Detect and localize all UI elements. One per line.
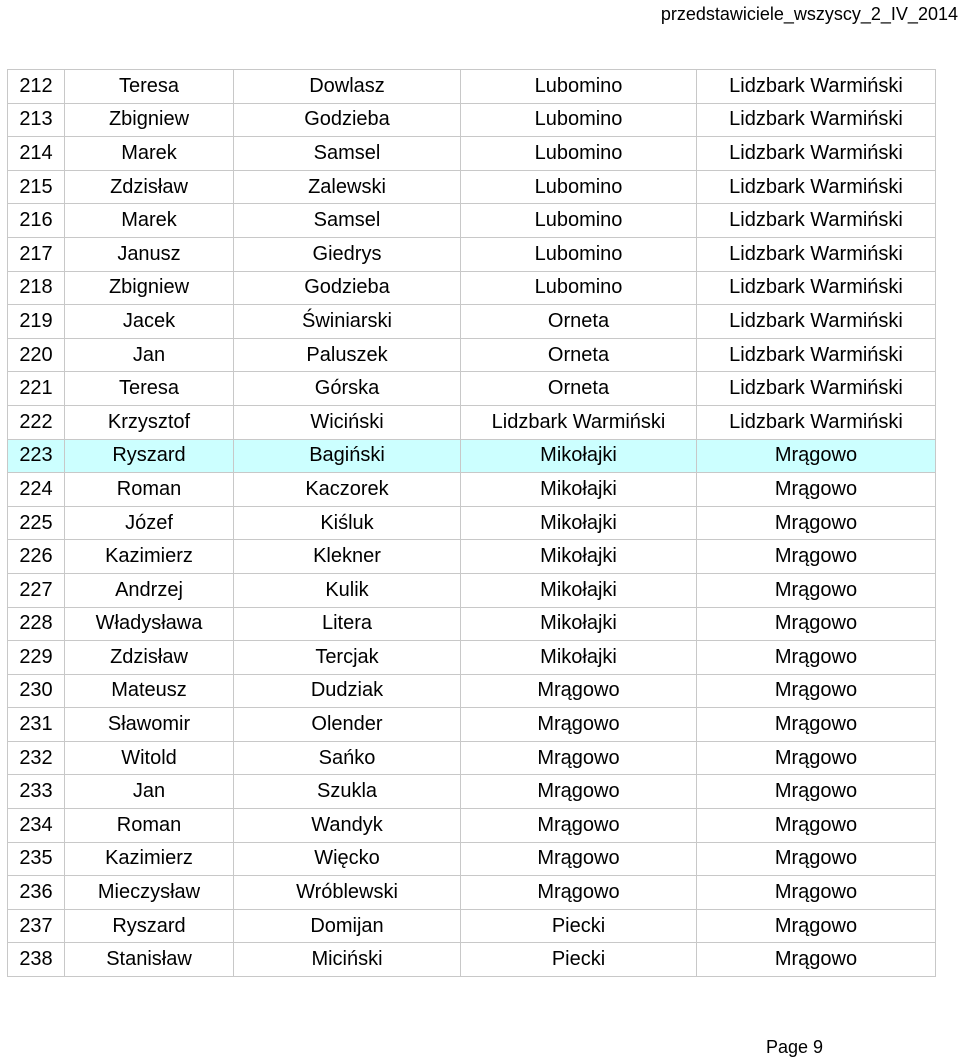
first-name-cell: Sławomir xyxy=(65,708,234,742)
last-name-cell: Szukla xyxy=(234,775,461,809)
municipality-cell: Mikołajki xyxy=(461,573,697,607)
table-row xyxy=(8,909,936,943)
county-cell: Mrągowo xyxy=(697,741,936,775)
first-name-cell: Krzysztof xyxy=(65,405,234,439)
row-number-cell: 237 xyxy=(8,909,65,943)
table-row xyxy=(8,641,936,675)
last-name-cell: Dudziak xyxy=(234,674,461,708)
county-cell: Mrągowo xyxy=(697,540,936,574)
first-name-cell: Roman xyxy=(65,809,234,843)
last-name-cell: Paluszek xyxy=(234,338,461,372)
municipality-cell: Orneta xyxy=(461,372,697,406)
table-row xyxy=(8,842,936,876)
county-cell: Lidzbark Warmiński xyxy=(697,137,936,171)
county-cell: Lidzbark Warmiński xyxy=(697,170,936,204)
table-row xyxy=(8,943,936,977)
row-number-cell: 216 xyxy=(8,204,65,238)
table-row xyxy=(8,103,936,137)
municipality-cell: Mikołajki xyxy=(461,439,697,473)
municipality-cell: Mrągowo xyxy=(461,809,697,843)
county-cell: Lidzbark Warmiński xyxy=(697,271,936,305)
last-name-cell: Olender xyxy=(234,708,461,742)
last-name-cell: Klekner xyxy=(234,540,461,574)
page-number: Page 9 xyxy=(766,1037,824,1057)
county-cell: Lidzbark Warmiński xyxy=(697,405,936,439)
first-name-cell: Ryszard xyxy=(65,439,234,473)
table-row xyxy=(8,305,936,339)
county-cell: Lidzbark Warmiński xyxy=(697,338,936,372)
municipality-cell: Lubomino xyxy=(461,237,697,271)
document-title: przedstawiciele_wszyscy_2_IV_2014 xyxy=(660,4,958,24)
municipality-cell: Orneta xyxy=(461,338,697,372)
row-number-cell: 223 xyxy=(8,439,65,473)
county-cell: Mrągowo xyxy=(697,607,936,641)
table-row xyxy=(8,338,936,372)
row-number-cell: 226 xyxy=(8,540,65,574)
row-number-cell: 219 xyxy=(8,305,65,339)
row-number-cell: 224 xyxy=(8,473,65,507)
table-row xyxy=(8,607,936,641)
row-number-cell: 212 xyxy=(8,70,65,104)
table-row xyxy=(8,540,936,574)
table-row xyxy=(8,473,936,507)
municipality-cell: Mikołajki xyxy=(461,540,697,574)
last-name-cell: Godzieba xyxy=(234,271,461,305)
last-name-cell: Wiciński xyxy=(234,405,461,439)
county-cell: Mrągowo xyxy=(697,909,936,943)
representatives-table xyxy=(7,69,936,977)
last-name-cell: Bagiński xyxy=(234,439,461,473)
municipality-cell: Lubomino xyxy=(461,204,697,238)
representatives-table-container xyxy=(7,69,935,977)
municipality-cell: Mrągowo xyxy=(461,674,697,708)
row-number-cell: 217 xyxy=(8,237,65,271)
last-name-cell: Samsel xyxy=(234,137,461,171)
table-row xyxy=(8,137,936,171)
municipality-cell: Mrągowo xyxy=(461,842,697,876)
row-number-cell: 233 xyxy=(8,775,65,809)
table-row xyxy=(8,674,936,708)
last-name-cell: Kulik xyxy=(234,573,461,607)
row-number-cell: 215 xyxy=(8,170,65,204)
last-name-cell: Więcko xyxy=(234,842,461,876)
table-body xyxy=(8,70,936,977)
first-name-cell: Zbigniew xyxy=(65,103,234,137)
first-name-cell: Janusz xyxy=(65,237,234,271)
municipality-cell: Mikołajki xyxy=(461,473,697,507)
county-cell: Mrągowo xyxy=(697,943,936,977)
row-number-cell: 235 xyxy=(8,842,65,876)
table-row xyxy=(8,439,936,473)
table-row xyxy=(8,573,936,607)
county-cell: Lidzbark Warmiński xyxy=(697,70,936,104)
municipality-cell: Mikołajki xyxy=(461,641,697,675)
table-row xyxy=(8,170,936,204)
municipality-cell: Mikołajki xyxy=(461,607,697,641)
row-number-cell: 221 xyxy=(8,372,65,406)
municipality-cell: Lubomino xyxy=(461,70,697,104)
table-row xyxy=(8,237,936,271)
last-name-cell: Godzieba xyxy=(234,103,461,137)
county-cell: Lidzbark Warmiński xyxy=(697,204,936,238)
county-cell: Mrągowo xyxy=(697,573,936,607)
municipality-cell: Orneta xyxy=(461,305,697,339)
municipality-cell: Lubomino xyxy=(461,170,697,204)
county-cell: Mrągowo xyxy=(697,809,936,843)
first-name-cell: Władysława xyxy=(65,607,234,641)
municipality-cell: Mrągowo xyxy=(461,876,697,910)
last-name-cell: Wróblewski xyxy=(234,876,461,910)
first-name-cell: Zbigniew xyxy=(65,271,234,305)
last-name-cell: Giedrys xyxy=(234,237,461,271)
table-row xyxy=(8,372,936,406)
row-number-cell: 228 xyxy=(8,607,65,641)
row-number-cell: 218 xyxy=(8,271,65,305)
first-name-cell: Mieczysław xyxy=(65,876,234,910)
last-name-cell: Wandyk xyxy=(234,809,461,843)
row-number-cell: 220 xyxy=(8,338,65,372)
table-row xyxy=(8,876,936,910)
table-row xyxy=(8,506,936,540)
first-name-cell: Witold xyxy=(65,741,234,775)
table-row xyxy=(8,70,936,104)
county-cell: Lidzbark Warmiński xyxy=(697,237,936,271)
county-cell: Mrągowo xyxy=(697,641,936,675)
municipality-cell: Lubomino xyxy=(461,137,697,171)
last-name-cell: Domijan xyxy=(234,909,461,943)
municipality-cell: Piecki xyxy=(461,943,697,977)
last-name-cell: Sańko xyxy=(234,741,461,775)
table-row xyxy=(8,271,936,305)
county-cell: Mrągowo xyxy=(697,708,936,742)
municipality-cell: Mrągowo xyxy=(461,708,697,742)
first-name-cell: Teresa xyxy=(65,372,234,406)
county-cell: Mrągowo xyxy=(697,473,936,507)
municipality-cell: Mrągowo xyxy=(461,741,697,775)
first-name-cell: Kazimierz xyxy=(65,540,234,574)
county-cell: Mrągowo xyxy=(697,775,936,809)
last-name-cell: Zalewski xyxy=(234,170,461,204)
last-name-cell: Samsel xyxy=(234,204,461,238)
municipality-cell: Lubomino xyxy=(461,103,697,137)
first-name-cell: Zdzisław xyxy=(65,170,234,204)
last-name-cell: Miciński xyxy=(234,943,461,977)
first-name-cell: Kazimierz xyxy=(65,842,234,876)
row-number-cell: 214 xyxy=(8,137,65,171)
last-name-cell: Litera xyxy=(234,607,461,641)
first-name-cell: Jacek xyxy=(65,305,234,339)
row-number-cell: 231 xyxy=(8,708,65,742)
county-cell: Lidzbark Warmiński xyxy=(697,372,936,406)
row-number-cell: 232 xyxy=(8,741,65,775)
row-number-cell: 213 xyxy=(8,103,65,137)
table-row xyxy=(8,741,936,775)
municipality-cell: Piecki xyxy=(461,909,697,943)
table-row xyxy=(8,405,936,439)
first-name-cell: Zdzisław xyxy=(65,641,234,675)
first-name-cell: Marek xyxy=(65,204,234,238)
first-name-cell: Jan xyxy=(65,775,234,809)
first-name-cell: Marek xyxy=(65,137,234,171)
first-name-cell: Józef xyxy=(65,506,234,540)
municipality-cell: Mikołajki xyxy=(461,506,697,540)
table-row xyxy=(8,809,936,843)
table-row xyxy=(8,708,936,742)
row-number-cell: 236 xyxy=(8,876,65,910)
first-name-cell: Andrzej xyxy=(65,573,234,607)
first-name-cell: Stanisław xyxy=(65,943,234,977)
last-name-cell: Kaczorek xyxy=(234,473,461,507)
table-row xyxy=(8,204,936,238)
row-number-cell: 229 xyxy=(8,641,65,675)
last-name-cell: Dowlasz xyxy=(234,70,461,104)
last-name-cell: Tercjak xyxy=(234,641,461,675)
first-name-cell: Teresa xyxy=(65,70,234,104)
first-name-cell: Roman xyxy=(65,473,234,507)
municipality-cell: Lubomino xyxy=(461,271,697,305)
row-number-cell: 238 xyxy=(8,943,65,977)
row-number-cell: 225 xyxy=(8,506,65,540)
row-number-cell: 222 xyxy=(8,405,65,439)
first-name-cell: Mateusz xyxy=(65,674,234,708)
row-number-cell: 234 xyxy=(8,809,65,843)
first-name-cell: Jan xyxy=(65,338,234,372)
last-name-cell: Kiśluk xyxy=(234,506,461,540)
last-name-cell: Górska xyxy=(234,372,461,406)
county-cell: Mrągowo xyxy=(697,842,936,876)
county-cell: Mrągowo xyxy=(697,876,936,910)
row-number-cell: 227 xyxy=(8,573,65,607)
county-cell: Mrągowo xyxy=(697,506,936,540)
last-name-cell: Świniarski xyxy=(234,305,461,339)
row-number-cell: 230 xyxy=(8,674,65,708)
first-name-cell: Ryszard xyxy=(65,909,234,943)
table-row xyxy=(8,775,936,809)
county-cell: Lidzbark Warmiński xyxy=(697,103,936,137)
municipality-cell: Mrągowo xyxy=(461,775,697,809)
county-cell: Mrągowo xyxy=(697,674,936,708)
municipality-cell: Lidzbark Warmiński xyxy=(461,405,697,439)
county-cell: Lidzbark Warmiński xyxy=(697,305,936,339)
county-cell: Mrągowo xyxy=(697,439,936,473)
